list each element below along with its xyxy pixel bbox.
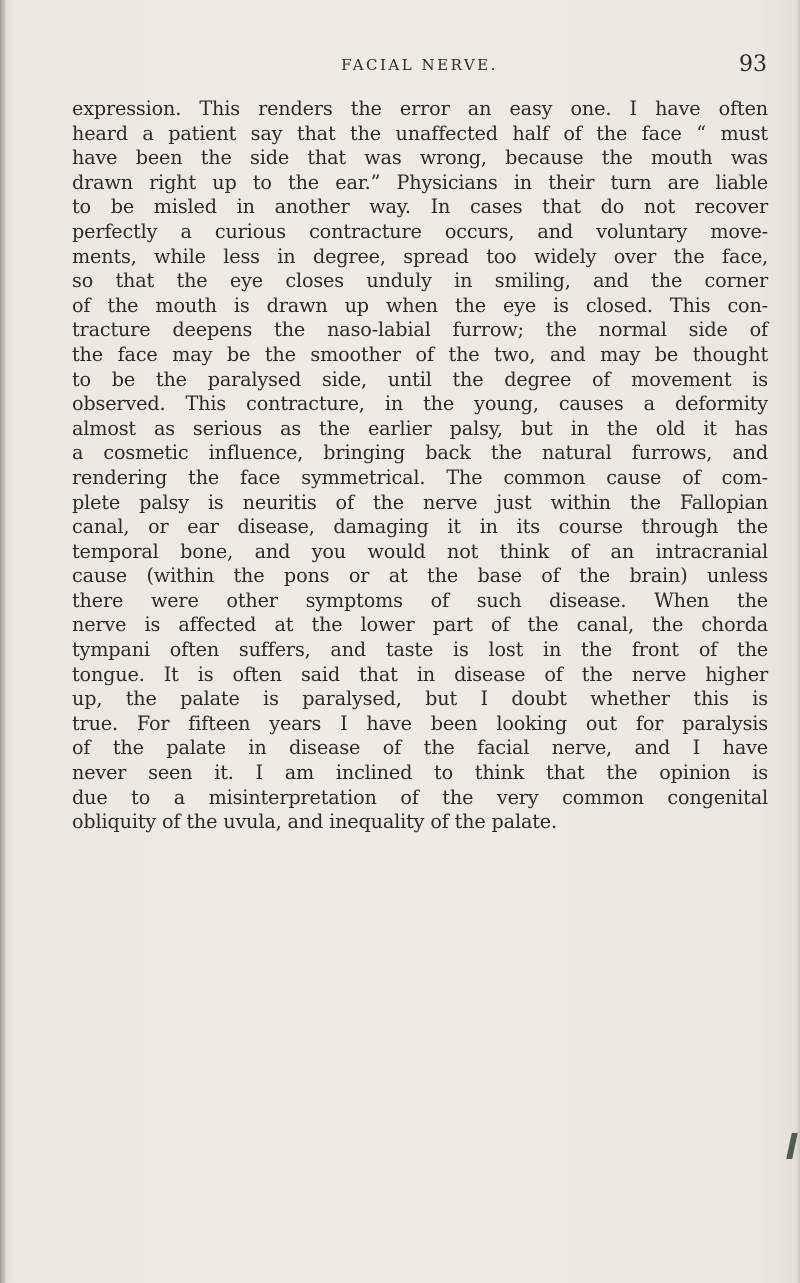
text-line: obliquity of the uvula, and inequality of the palate. <box>72 810 557 834</box>
gutter-shadow <box>0 0 6 1283</box>
text-line: tongue. It is often said that in disease of the nerve higher <box>72 662 768 686</box>
page-number: 93 <box>739 52 767 77</box>
text-line: almost as serious as the earlier palsy, but in the old it has <box>72 416 768 440</box>
text-line: temporal bone, and you would not think of an intracranial <box>72 539 768 563</box>
text-line: nerve is affected at the lower part of the canal, the chorda <box>72 613 768 637</box>
text-line: expression. This renders the error an easy one. I have often <box>72 97 768 120</box>
text-line: ments, while less in degree, spread too widely over the face, <box>72 244 768 268</box>
text-line: true. For fifteen years I have been looking out for paralysis <box>72 711 768 735</box>
text-line: tracture deepens the naso-labial furrow; the normal side of <box>72 318 768 342</box>
text-line: due to a misinterpretation of the very common congenital <box>72 785 768 809</box>
text-line: there were other symptoms of such disease. When the <box>72 588 768 612</box>
text-line: canal, or ear disease, damaging it in its course through the <box>72 515 768 539</box>
text-line: a cosmetic influence, bringing back the natural furrows, and <box>72 441 768 465</box>
text-line: rendering the face symmetrical. The common cause of com- <box>72 465 768 489</box>
text-line: up, the palate is paralysed, but I doubt whether this is <box>72 687 768 711</box>
text-line: never seen it. I am inclined to think that the opinion is <box>72 761 768 785</box>
text-line: tympani often suffers, and taste is lost in the front of the <box>72 638 768 662</box>
page-edge <box>796 0 800 1283</box>
text-line: to be misled in another way. In cases that do not recover <box>72 195 768 219</box>
text-line: have been the side that was wrong, because the mouth was <box>72 146 768 170</box>
text-line: drawn right up to the ear.” Physicians in their turn are liable <box>72 170 768 194</box>
text-line: the face may be the smoother of the two, and may be thought <box>72 342 768 366</box>
text-line: observed. This contracture, in the young, causes a deformity <box>72 392 768 416</box>
text-line: of the palate in disease of the facial nerve, and I have <box>72 736 768 760</box>
text-line: so that the eye closes unduly in smiling, and the corner <box>72 269 768 293</box>
text-line: perfectly a curious contracture occurs, and voluntary move- <box>72 219 768 243</box>
running-head: FACIAL NERVE. <box>341 56 498 74</box>
text-line: to be the paralysed side, until the degree of movement is <box>72 367 768 391</box>
page-header <box>72 52 767 86</box>
body-text <box>72 97 768 835</box>
text-line: of the mouth is drawn up when the eye is closed. This con- <box>72 293 768 317</box>
text-line: cause (within the pons or at the base of the brain) unless <box>72 564 768 588</box>
text-line: plete palsy is neuritis of the nerve just within the Fallopian <box>72 490 768 514</box>
text-line: heard a patient say that the unaffected half of the face “ must <box>72 121 768 145</box>
